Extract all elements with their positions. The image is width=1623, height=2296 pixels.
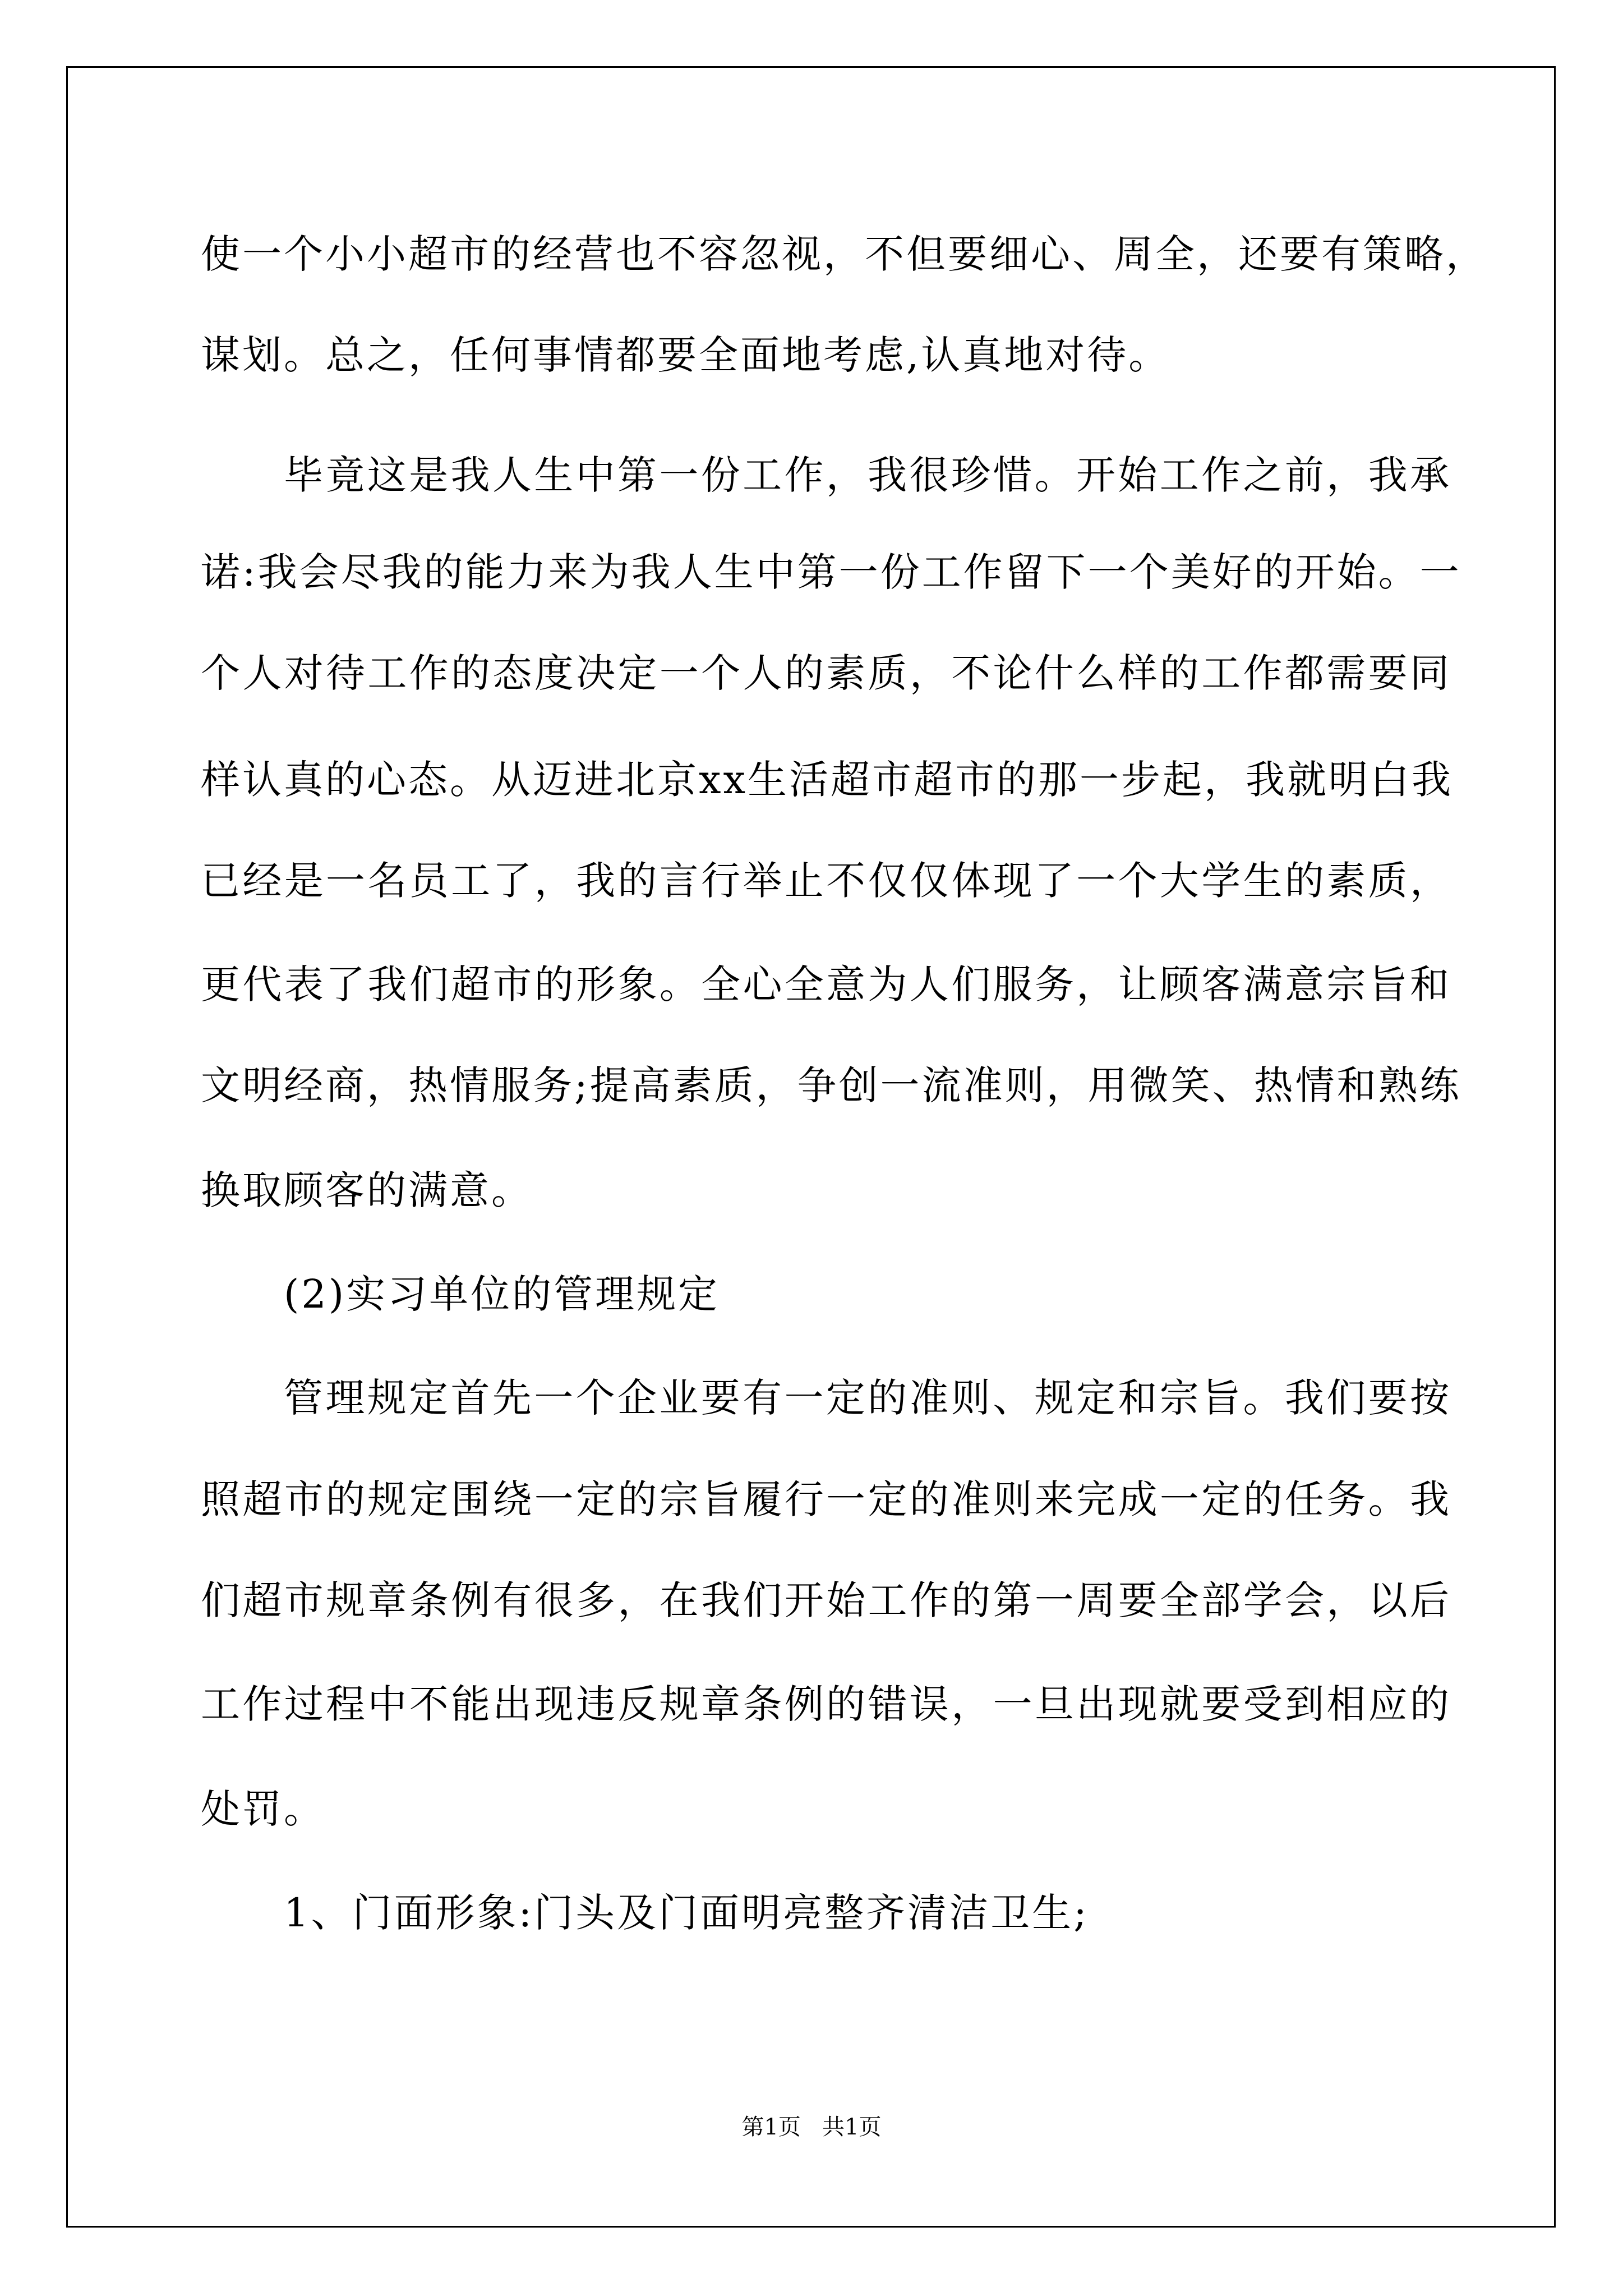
text-line: 谋划。总之，任何事情都要全面地考虑,认真地对待。 — [201, 332, 1170, 378]
text-line: 们超市规章条例有很多，在我们开始工作的第一周要全部学会，以后 — [201, 1577, 1451, 1623]
text-line: 诺:我会尽我的能力来为我人生中第一份工作留下一个美好的开始。一 — [201, 549, 1461, 595]
text-line: 换取顾客的满意。 — [201, 1167, 533, 1213]
paragraph-first-line: 毕竟这是我人生中第一份工作，我很珍惜。开始工作之前，我承 — [284, 452, 1451, 498]
text-line: 照超市的规定围绕一定的宗旨履行一定的准则来完成一定的任务。我 — [201, 1476, 1451, 1522]
text-line: 已经是一名员工了，我的言行举止不仅仅体现了一个大学生的素质， — [201, 858, 1451, 904]
text-line: 处罚。 — [201, 1786, 325, 1832]
text-line: 样认真的心态。从迈进北京xx生活超市超市的那一步起，我就明白我 — [201, 757, 1453, 803]
section-heading: (2)实习单位的管理规定 — [284, 1271, 720, 1317]
text-line: 文明经商，热情服务;提高素质，争创一流准则，用微笑、热情和熟练 — [201, 1062, 1461, 1108]
text-line: 工作过程中不能出现违反规章条例的错误，一旦出现就要受到相应的 — [201, 1681, 1451, 1727]
paragraph-first-line: 管理规定首先一个企业要有一定的准则、规定和宗旨。我们要按 — [284, 1375, 1451, 1421]
text-line: 更代表了我们超市的形象。全心全意为人们服务，让顾客满意宗旨和 — [201, 961, 1451, 1007]
text-line: 个人对待工作的态度决定一个人的素质，不论什么样的工作都需要同 — [201, 650, 1451, 696]
text-line: 使一个小小超市的经营也不容忽视，不但要细心、周全，还要有策略， — [201, 231, 1487, 277]
list-item: 1、门面形象:门头及门面明亮整齐清洁卫生; — [284, 1890, 1089, 1936]
page-number-footer: 第1页 共1页 — [741, 2114, 882, 2140]
